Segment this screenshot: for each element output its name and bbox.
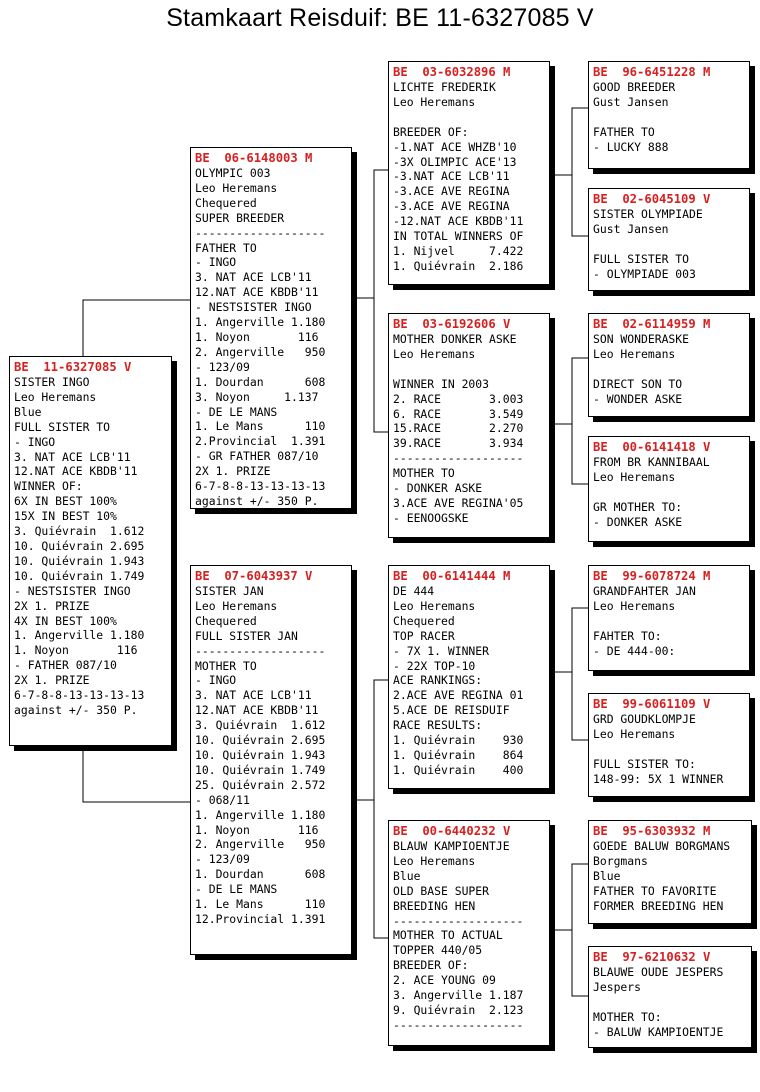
pedigree-card-paternal-grandmother [388,313,550,538]
card-line: 12.NAT ACE KBDB'11 [14,464,138,479]
card-line: -12.NAT ACE KBDB'11 [393,214,524,229]
card-line: WINNER IN 2003 [393,376,490,391]
card-line: 25. Quiévrain 2.572 [195,777,326,792]
ring-number: BE 00-6440232 V [393,824,511,838]
card-line: FULL SISTER JAN [195,628,298,643]
card-line: Leo Heremans [393,598,476,613]
card-line: - WONDER ASKE [593,391,683,406]
card-line: MOTHER TO [393,466,455,481]
card-line: -3.NAT ACE LCB'11 [393,169,510,184]
card-line: 10. Quiévrain 2.695 [14,538,145,553]
card-line: 10. Quiévrain 1.749 [14,568,145,583]
card-line: 5.ACE DE REISDUIF [393,703,510,718]
card-line: ------------------- [195,225,326,240]
card-line: Jespers [593,979,642,994]
card-line [393,362,545,377]
card-line: DIRECT SON TO [593,376,683,391]
card-line: 2. Angerville 950 [195,344,326,359]
card-line: ------------------- [393,451,524,466]
card-line: - GR FATHER 087/10 [195,449,319,464]
pedigree-card-mf-mother [588,693,750,797]
card-line: Borgmans [593,853,648,868]
ring-number: BE 00-6141444 M [393,569,511,583]
card-line: 1. Noyon 116 [195,822,319,837]
card-line: ------------------- [393,1017,524,1032]
card-line: SISTER OLYMPIADE [593,207,703,221]
card-line: 6-7-8-8-13-13-13-13 [195,479,326,494]
connector-ff-parents [550,108,588,175]
pedigree-card-mm-father [588,820,752,924]
card-line: TOPPER 440/05 [393,943,483,958]
card-line: 3. Angerville 1.187 [393,988,524,1003]
card-line: GOEDE BALUW BORGMANS [593,839,731,853]
card-line: - DE LE MANS [195,882,278,897]
card-line: - LUCKY 888 [593,139,669,154]
card-line [593,995,747,1010]
card-line: ------------------- [393,913,524,928]
page-title: Stamkaart Reisduif: BE 11-6327085 V [166,4,594,32]
card-line: GR MOTHER TO: [593,499,683,514]
card-line: - NESTSISTER INGO [195,300,312,315]
card-line: FATHER TO [593,124,655,139]
card-line: 1. Le Mans 110 [195,897,326,912]
card-line: SON WONDERASKE [593,332,690,346]
card-line: GRANDFAHTER JAN [593,584,696,598]
card-line: 1. Noyon 116 [195,329,319,344]
card-line: FULL SISTER TO [14,419,111,434]
card-line [593,742,745,757]
card-line: 10. Quiévrain 1.943 [195,747,326,762]
card-line: Leo Heremans [593,598,676,613]
ring-number: BE 02-6114959 M [593,317,711,331]
pedigree-card-ff-father [588,61,750,169]
card-line: - INGO [195,255,237,270]
card-line: Leo Heremans [195,598,278,613]
card-line: 3. NAT ACE LCB'11 [195,688,312,703]
card-line: FULL SISTER TO [593,251,690,266]
card-line: MOTHER TO: [593,1009,662,1024]
card-line: Chequered [195,195,257,210]
card-line: - NESTSISTER INGO [14,583,131,598]
card-line: 2.Provincial 1.391 [195,434,326,449]
ring-number: BE 03-6192606 V [393,317,511,331]
ring-number: BE 03-6032896 M [393,65,511,79]
card-line: 3. Quiévrain 1.612 [195,718,326,733]
card-line: Chequered [195,613,257,628]
card-line: - DE LE MANS [195,404,278,419]
card-line: 3.ACE AVE REGINA'05 [393,495,524,510]
card-line: Leo Heremans [14,389,97,404]
card-line [593,362,745,377]
card-line: - 123/09 [195,852,250,867]
card-line: GOOD BREEDER [593,80,676,94]
connector-mf-parents [550,608,588,672]
card-line [393,110,545,125]
card-line: 15.RACE 2.270 [393,421,524,436]
card-line: - EENOOGSKE [393,510,469,525]
card-line: DE 444 [393,584,435,598]
card-line: FROM BR KANNIBAAL [593,455,710,469]
card-line: BLAUWE OUDE JESPERS [593,965,724,979]
card-line: - OLYMPIADE 003 [593,266,696,281]
pedigree-card-fm-father [588,313,750,417]
connector-ff-mother [572,175,588,236]
card-line: 2. RACE 3.003 [393,391,524,406]
card-line: BREEDING HEN [393,898,476,913]
card-line: ------------------- [195,643,326,658]
card-line: - DONKER ASKE [593,514,683,529]
card-line [593,110,745,125]
card-line: Leo Heremans [593,469,676,484]
card-line: 3. NAT ACE LCB'11 [14,449,131,464]
pedigree-card-paternal-grandfather [388,61,550,285]
card-line: RACE RESULTS: [393,718,483,733]
card-line: 2X 1. PRIZE [14,673,90,688]
card-line: Leo Heremans [593,346,676,361]
card-line: Leo Heremans [393,94,476,109]
connector-mm-mother [572,930,588,996]
ring-number: BE 06-6148003 M [195,151,313,165]
card-line: 2. ACE YOUNG 09 [393,973,496,988]
card-line: Leo Heremans [593,726,676,741]
card-line: 3. NAT ACE LCB'11 [195,270,312,285]
connector-mother-grandparents [352,680,388,800]
card-line: Blue [593,868,621,883]
card-line: 12.NAT ACE KBDB'11 [195,285,319,300]
card-line: 1. Nijvel 7.422 [393,243,524,258]
card-line: FORMER BREEDING HEN [593,898,724,913]
pedigree-card-mf-father [588,565,750,671]
card-line: 1. Dourdan 608 [195,374,326,389]
connector-father-grandmother [374,298,388,432]
card-line: -3X OLIMPIC ACE'13 [393,154,517,169]
card-line: FAHTER TO: [593,628,662,643]
connector-mm-parents [550,864,588,930]
card-line: - INGO [195,673,237,688]
card-line: 1. Angerville 1.180 [14,628,145,643]
card-line: SISTER INGO [14,375,90,389]
card-line: - DE 444-00: [593,643,676,658]
card-line: Blue [14,404,42,419]
card-line: -3.ACE AVE REGINA [393,199,510,214]
card-line: Gust Jansen [593,221,669,236]
card-line: 6. RACE 3.549 [393,406,524,421]
card-line: Blue [393,868,421,883]
pedigree-card-fm-mother [588,436,750,542]
card-line: 6X IN BEST 100% [14,494,117,509]
card-line: GRD GOUDKLOMPJE [593,712,696,726]
pedigree-card-maternal-grandfather [388,565,550,789]
card-line: 10. Quiévrain 1.943 [14,553,145,568]
card-line: 2X 1. PRIZE [14,598,90,613]
card-line: 2X 1. PRIZE [195,464,271,479]
card-line: Chequered [393,613,455,628]
card-line: FULL SISTER TO: [593,756,696,771]
pedigree-card-mm-mother [588,946,752,1048]
card-line [593,614,745,629]
card-line: 4X IN BEST 100% [14,613,117,628]
card-line: MOTHER TO [195,658,257,673]
card-line: SISTER JAN [195,584,264,598]
card-line [593,237,745,252]
card-line: Leo Heremans [195,180,278,195]
card-line: MOTHER DONKER ASKE [393,332,517,346]
connector-pigeon-mother [83,746,190,802]
connector-fm-parents [550,358,588,424]
card-line: FATHER TO [195,240,257,255]
card-line: 2. Angerville 950 [195,837,326,852]
card-line: 10. Quiévrain 2.695 [195,733,326,748]
card-line: 12.Provincial 1.391 [195,911,326,926]
card-line: Leo Heremans [393,853,476,868]
connector-fm-mother [572,424,588,484]
card-line: - 7X 1. WINNER [393,643,490,658]
card-line [593,485,745,500]
card-line: OLYMPIC 003 [195,166,271,180]
card-line: BREEDER OF: [393,124,469,139]
ring-number: BE 99-6078724 M [593,569,711,583]
card-line: - DONKER ASKE [393,481,483,496]
card-line: OLD BASE SUPER [393,883,490,898]
card-line: MOTHER TO ACTUAL [393,928,503,943]
card-line: 1. Noyon 116 [14,643,138,658]
ring-number: BE 11-6327085 V [14,360,132,374]
card-line: - INGO [14,434,56,449]
card-line: 1. Angerville 1.180 [195,807,326,822]
card-line: - BALUW KAMPIOENTJE [593,1024,724,1039]
card-line: 9. Quiévrain 2.123 [393,1002,524,1017]
card-line: 39.RACE 3.934 [393,436,524,451]
card-line: 3. Quiévrain 1.612 [14,524,145,539]
pedigree-card-mother [190,565,352,955]
card-line: 1. Quiévrain 930 [393,733,524,748]
ring-number: BE 99-6061109 V [593,697,711,711]
card-line: TOP RACER [393,628,455,643]
pedigree-card-pigeon [9,356,172,746]
card-line: 148-99: 5X 1 WINNER [593,771,724,786]
ring-number: BE 97-6210632 V [593,950,711,964]
card-line: against +/- 350 P. [195,493,319,508]
card-line: - 123/09 [195,359,250,374]
card-line: SUPER BREEDER [195,210,285,225]
connector-pigeon-parents [83,300,190,356]
ring-number: BE 96-6451228 M [593,65,711,79]
ring-number: BE 00-6141418 V [593,440,711,454]
connector-mother-grandmother [374,800,388,938]
card-line: ACE RANKINGS: [393,673,483,688]
card-line: -3.ACE AVE REGINA [393,184,510,199]
card-line: -1.NAT ACE WHZB'10 [393,139,517,154]
card-line: 6-7-8-8-13-13-13-13 [14,688,145,703]
card-line: BREEDER OF: [393,958,469,973]
card-line: 1. Angerville 1.180 [195,315,326,330]
connector-father-grandparents [352,170,388,298]
card-line: 15X IN BEST 10% [14,509,117,524]
card-line: Gust Jansen [593,94,669,109]
card-line: 1. Dourdan 608 [195,867,326,882]
pedigree-card-father [190,147,352,509]
card-line: WINNER OF: [14,479,83,494]
pedigree-card-ff-mother [588,188,750,291]
card-line: - FATHER 087/10 [14,658,117,673]
card-line: 1. Quiévrain 2.186 [393,258,524,273]
card-line: 3. Noyon 1.137 [195,389,319,404]
card-line: IN TOTAL WINNERS OF [393,229,524,244]
card-line: 1. Quiévrain 864 [393,747,524,762]
card-line: BLAUW KAMPIOENTJE [393,839,510,853]
card-line: - 22X TOP-10 [393,658,476,673]
ring-number: BE 07-6043937 V [195,569,313,583]
card-line: 1. Quiévrain 400 [393,762,524,777]
card-line: 10. Quiévrain 1.749 [195,762,326,777]
ring-number: BE 02-6045109 V [593,192,711,206]
card-line: LICHTE FREDERIK [393,80,496,94]
card-line: against +/- 350 P. [14,702,138,717]
connector-mf-mother [572,672,588,740]
ring-number: BE 95-6303932 M [593,824,711,838]
card-line: 2.ACE AVE REGINA 01 [393,688,524,703]
card-line: 12.NAT ACE KBDB'11 [195,703,319,718]
pedigree-card-maternal-grandmother [388,820,550,1046]
card-line: 1. Le Mans 110 [195,419,326,434]
card-line: - 068/11 [195,792,250,807]
card-line: Leo Heremans [393,346,476,361]
card-line: FATHER TO FAVORITE [593,883,717,898]
